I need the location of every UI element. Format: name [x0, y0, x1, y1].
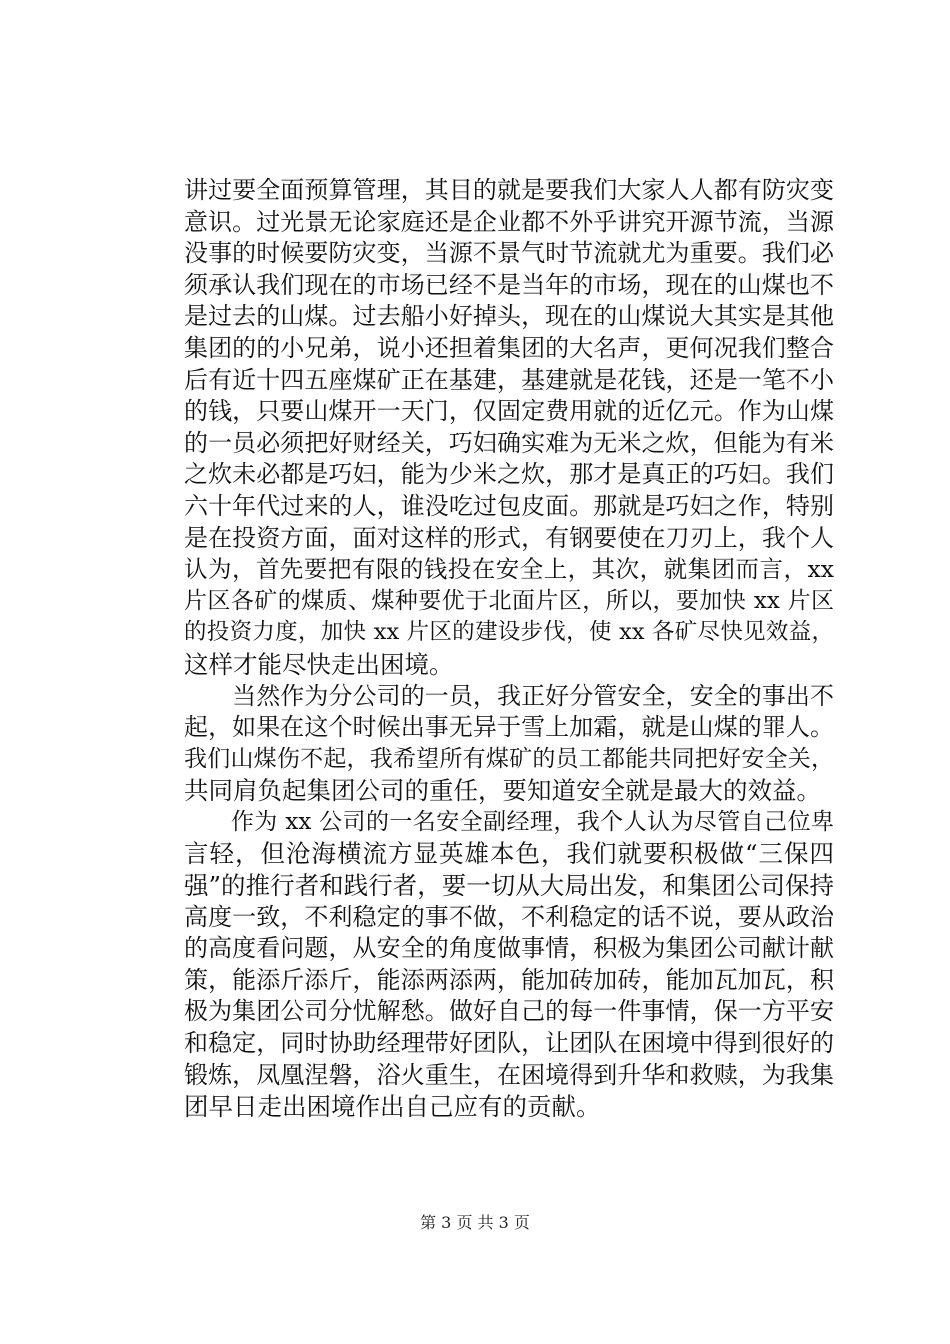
text-line: 片区各矿的煤质、煤种要优于北面片区，所以，要加快 xx 片区 — [184, 587, 834, 614]
text-line: 共同肩负起集团公司的重任，要知道安全就是最大的效益。 — [184, 776, 821, 806]
text-line: 这样才能尽快走出困境。 — [184, 649, 454, 679]
text-line: 的一员必须把好财经关，巧妇确实难为无米之炊，但能为有米 — [184, 428, 834, 457]
text-line: 的钱，只要山煤开一天门，仅固定费用就的近亿元。作为山煤 — [184, 397, 834, 426]
text-line: 须承认我们现在的市场已经不是当年的市场，现在的山煤也不 — [184, 270, 834, 299]
text-line: 锻炼，凤凰涅磐，浴火重生，在困境得到升华和救赎，为我集 — [184, 1060, 834, 1089]
text-line: 没事的时候要防灾变，当源不景气时节流就尤为重要。我们必 — [184, 239, 834, 268]
text-line: 起，如果在这个时候出事无异于雪上加霜，就是山煤的罪人。 — [184, 713, 834, 742]
text-line: 当然作为分公司的一员，我正好分管安全，安全的事出不 — [184, 681, 834, 710]
text-line: 我们山煤伤不起，我希望所有煤矿的员工都能共同把好安全关， — [184, 745, 834, 772]
text-line: 作为 xx 公司的一名安全副经理，我个人认为尽管自己位卑 — [184, 808, 834, 835]
text-line: 是在投资方面，面对这样的形式，有钢要使在刀刃上，我个人 — [184, 523, 834, 552]
page-number-footer: 第 3 页 共 3 页 — [420, 1213, 530, 1232]
text-line: 策，能添斤添斤，能添两添两，能加砖加砖，能加瓦加瓦，积 — [184, 965, 834, 994]
text-line: 强”的推行者和践行者，要一切从大局出发，和集团公司保持 — [184, 871, 834, 901]
text-line: 六十年代过来的人，谁没吃过包皮面。那就是巧妇之作，特别 — [184, 491, 834, 520]
text-line: 认为，首先要把有限的钱投在安全上，其次，就集团而言，xx — [184, 555, 834, 584]
text-line: 是过去的山煤。过去船小好掉头，现在的山煤说大其实是其他 — [184, 302, 834, 331]
text-line: 之炊未必都是巧妇，能为少米之炊，那才是真正的巧妇。我们 — [184, 460, 834, 489]
text-line: 极为集团公司分忧解愁。做好自己的每一件事情，保一方平安 — [184, 997, 834, 1026]
text-line: 意识。过光景无论家庭还是企业都不外乎讲究开源节流，当源 — [184, 207, 834, 236]
text-line: 集团的的小兄弟，说小还担着集团的大名声，更何况我们整合 — [184, 333, 834, 362]
text-line: 的高度看问题，从安全的角度做事情，积极为集团公司献计献 — [184, 934, 834, 963]
text-line: 和稳定，同时协助经理带好团队，让团队在困境中得到很好的 — [184, 1029, 834, 1058]
text-line: 团早日走出困境作出自己应有的贡献。 — [184, 1092, 601, 1122]
text-line: 讲过要全面预算管理，其目的就是要我们大家人人都有防灾变 — [184, 176, 834, 204]
text-line: 言轻，但沧海横流方显英雄本色，我们就要积极做“三保四 — [184, 839, 834, 869]
text-line: 的投资力度，加快 xx 片区的建设步伐，使 xx 各矿尽快见效益， — [184, 619, 834, 646]
document-body — [184, 175, 834, 1123]
text-line: 后有近十四五座煤矿正在基建，基建就是花钱，还是一笔不小 — [184, 365, 834, 394]
text-line: 高度一致，不利稳定的事不做，不利稳定的话不说，要从政治 — [184, 902, 834, 931]
